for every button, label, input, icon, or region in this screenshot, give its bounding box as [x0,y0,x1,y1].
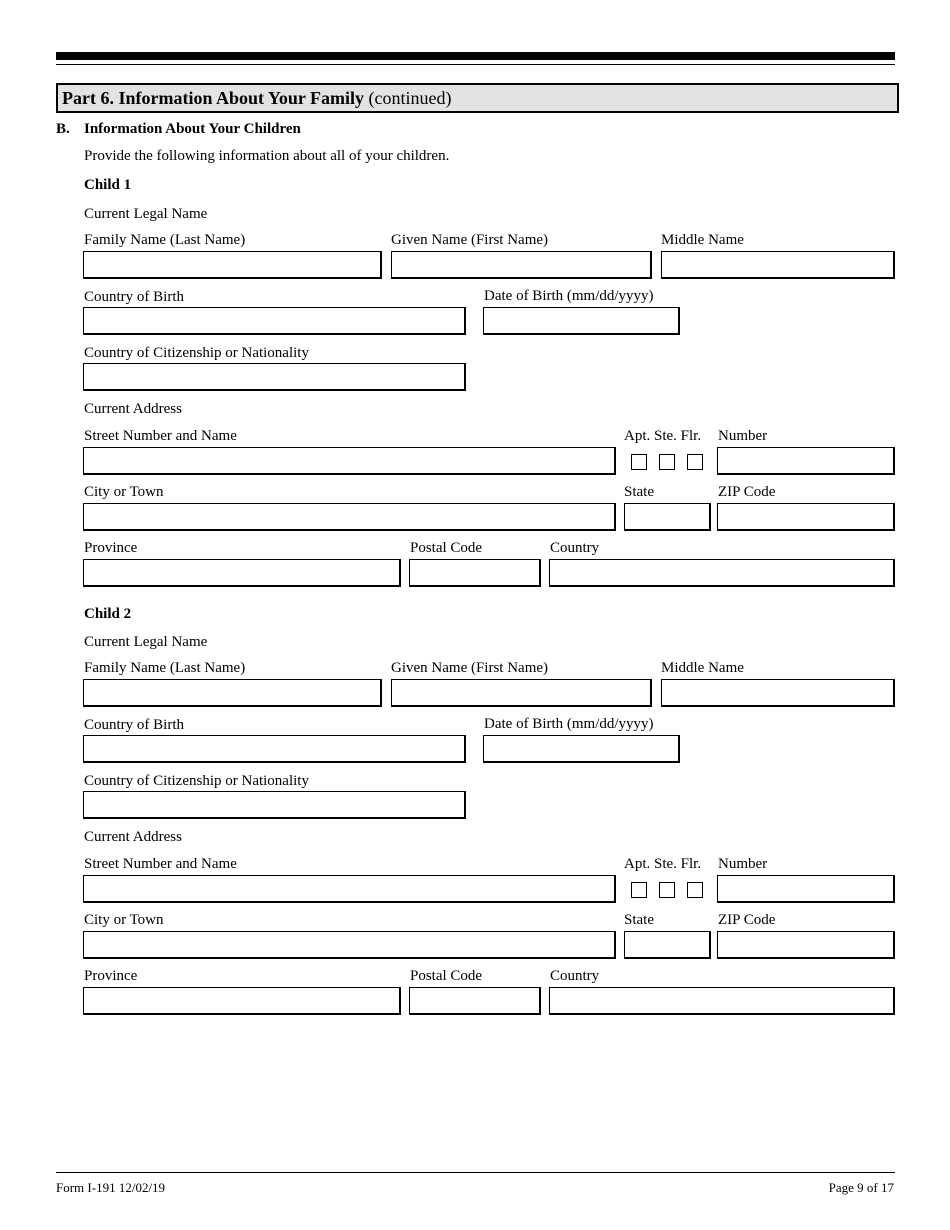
child-1-number-input[interactable] [717,447,895,475]
child-1-street-label: Street Number and Name [84,428,237,444]
child-2-citizenship-input[interactable] [83,791,466,819]
child-2-family-name-label: Family Name (Last Name) [84,660,246,676]
child-1-heading: Child 1 [84,177,132,193]
child-2-middle-name-label: Middle Name [661,660,744,676]
child-1-apt-checkbox[interactable] [631,454,647,470]
child-2-dob-input[interactable] [483,735,680,763]
child-1-citizenship-input[interactable] [83,363,466,391]
section-instruction: Provide the following information about all of your children. [84,148,450,164]
top-thick-rule [56,52,895,60]
child-2-legal-name-label: Current Legal Name [84,634,208,650]
child-1-middle-name-label: Middle Name [661,232,744,248]
child-1-flr-checkbox[interactable] [687,454,703,470]
child-1-legal-name-label: Current Legal Name [84,206,208,222]
footer-page-number: Page 9 of 17 [828,1180,894,1195]
child-1-state-label: State [624,484,654,500]
child-1-current-address-label: Current Address [84,401,182,417]
child-2-province-input[interactable] [83,987,401,1015]
child-1-postal-code-label: Postal Code [410,540,483,556]
child-2-dob-label: Date of Birth (mm/dd/yyyy) [484,716,654,732]
child-2-country-of-birth-input[interactable] [83,735,466,763]
child-1-street-input[interactable] [83,447,616,475]
child-2-province-label: Province [84,968,138,984]
child-1-country-of-birth-label: Country of Birth [84,289,184,305]
child-2-current-address-label: Current Address [84,829,182,845]
child-1-state-input[interactable] [624,503,711,531]
child-2-country-label: Country [550,968,600,984]
child-2-apt-label: Apt. Ste. Flr. [624,856,702,872]
child-2-family-name-input[interactable] [83,679,382,707]
child-1-number-label: Number [718,428,768,444]
section-title: Information About Your Children [84,121,301,137]
child-1-apt-label: Apt. Ste. Flr. [624,428,702,444]
child-2-ste-checkbox[interactable] [659,882,675,898]
child-1-dob-label: Date of Birth (mm/dd/yyyy) [484,288,654,304]
child-2-state-input[interactable] [624,931,711,959]
child-2-postal-code-input[interactable] [409,987,541,1015]
child-2-flr-checkbox[interactable] [687,882,703,898]
child-2-postal-code-label: Postal Code [410,968,483,984]
child-2-street-label: Street Number and Name [84,856,237,872]
child-1-middle-name-input[interactable] [661,251,895,279]
child-1-country-of-birth-input[interactable] [83,307,466,335]
child-1-zip-label: ZIP Code [718,484,776,500]
child-1-city-input[interactable] [83,503,616,531]
part-header [56,83,899,113]
footer-rule [56,1172,895,1173]
child-2-heading: Child 2 [84,606,132,622]
child-1-given-name-input[interactable] [391,251,652,279]
section-letter: B. [56,121,70,137]
child-2-given-name-input[interactable] [391,679,652,707]
footer-form-id: Form I-191 12/02/19 [56,1180,166,1195]
child-1-country-input[interactable] [549,559,895,587]
child-2-zip-label: ZIP Code [718,912,776,928]
child-2-number-label: Number [718,856,768,872]
child-2-country-of-birth-label: Country of Birth [84,717,184,733]
part-title: Part 6. Information About Your Family [62,88,365,108]
child-1-zip-input[interactable] [717,503,895,531]
child-2-street-input[interactable] [83,875,616,903]
child-2-country-input[interactable] [549,987,895,1015]
child-1-family-name-input[interactable] [83,251,382,279]
child-2-city-input[interactable] [83,931,616,959]
child-2-state-label: State [624,912,654,928]
child-1-family-name-label: Family Name (Last Name) [84,232,246,248]
child-1-city-label: City or Town [84,484,164,500]
part-suffix: (continued) [368,88,452,108]
child-1-province-label: Province [84,540,138,556]
child-2-given-name-label: Given Name (First Name) [391,660,549,676]
child-1-ste-checkbox[interactable] [659,454,675,470]
child-1-dob-input[interactable] [483,307,680,335]
child-2-middle-name-input[interactable] [661,679,895,707]
child-1-province-input[interactable] [83,559,401,587]
child-2-citizenship-label: Country of Citizenship or Nationality [84,773,309,789]
top-thin-rule [56,64,895,65]
child-1-postal-code-input[interactable] [409,559,541,587]
child-2-city-label: City or Town [84,912,164,928]
child-2-apt-checkbox[interactable] [631,882,647,898]
child-1-citizenship-label: Country of Citizenship or Nationality [84,345,309,361]
child-1-country-label: Country [550,540,600,556]
child-2-zip-input[interactable] [717,931,895,959]
child-1-given-name-label: Given Name (First Name) [391,232,549,248]
child-2-number-input[interactable] [717,875,895,903]
